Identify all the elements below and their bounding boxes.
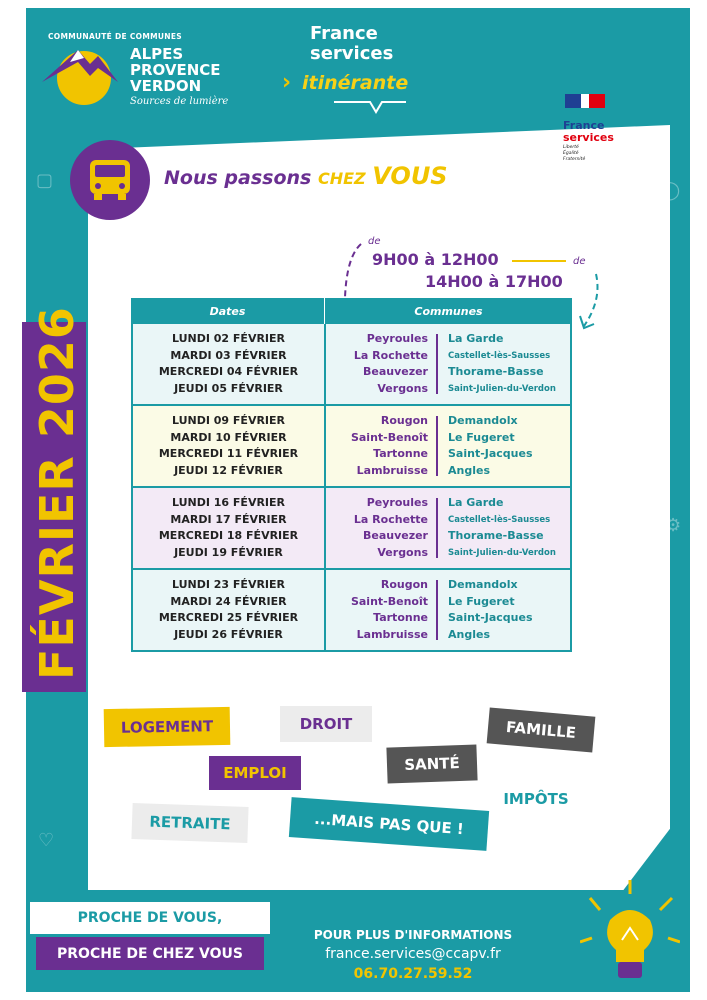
commune: Le Fugeret bbox=[448, 594, 515, 608]
date: LUNDI 23 FÉVRIER bbox=[171, 578, 286, 591]
topic-impots: IMPÔTS bbox=[503, 790, 569, 808]
commune: Lambruisse bbox=[356, 463, 428, 477]
date: MERCREDI 25 FÉVRIER bbox=[158, 611, 299, 624]
tagline-part1: Nous passons bbox=[164, 167, 312, 189]
communes-left bbox=[326, 498, 438, 558]
gear-icon: ⚙ bbox=[665, 515, 682, 536]
dates-cell bbox=[133, 570, 324, 650]
chevron-right-icon: › bbox=[282, 70, 292, 95]
topic-droit: DROIT bbox=[280, 706, 372, 742]
speech-bubble-icon bbox=[330, 98, 410, 118]
month-label: FÉVRIER 2026 bbox=[30, 306, 84, 680]
commune: Tartonne bbox=[373, 611, 428, 624]
commune: Saint-Julien-du-Verdon bbox=[448, 383, 556, 394]
commune: La Garde bbox=[448, 332, 504, 345]
topic-famille: FAMILLE bbox=[487, 707, 596, 752]
communes-right bbox=[438, 576, 570, 644]
date: LUNDI 02 FÉVRIER bbox=[171, 332, 286, 345]
org-line3: VERDON bbox=[130, 77, 202, 95]
date: MARDI 17 FÉVRIER bbox=[170, 512, 287, 526]
scales-icon: ⚖ bbox=[625, 740, 642, 761]
commune: Demandolx bbox=[448, 578, 518, 591]
schedule-de-1: de bbox=[368, 236, 381, 247]
user-icon: ◯ bbox=[660, 180, 681, 201]
topic-retraite: RETRAITE bbox=[131, 803, 248, 843]
commune: Castellet-lès-Sausses bbox=[448, 514, 551, 525]
dates-cell bbox=[133, 406, 324, 486]
date: JEUDI 12 FÉVRIER bbox=[174, 463, 283, 477]
org-logo-icon bbox=[40, 42, 120, 106]
commune: Vergons bbox=[377, 545, 428, 559]
arrow-down-right-icon bbox=[576, 270, 606, 336]
communes-left bbox=[326, 334, 438, 394]
truck-icon bbox=[70, 140, 150, 220]
date: MERCREDI 04 FÉVRIER bbox=[158, 365, 299, 378]
rf-motto1: Liberté bbox=[563, 145, 579, 150]
date: MERCREDI 11 FÉVRIER bbox=[158, 447, 299, 460]
table-row bbox=[131, 406, 572, 488]
date: MERCREDI 18 FÉVRIER bbox=[158, 529, 299, 542]
rf-brand1: France bbox=[563, 119, 605, 132]
org-small-label: COMMUNAUTÉ DE COMMUNES bbox=[48, 32, 182, 41]
org-tagline: Sources de lumière bbox=[130, 96, 229, 107]
communes-right bbox=[438, 412, 570, 480]
communes-right bbox=[438, 330, 570, 398]
fs-itinerante: itinérante bbox=[302, 72, 409, 94]
commune: Peyroules bbox=[366, 332, 428, 345]
commune: Rougon bbox=[380, 578, 428, 591]
schedule-connector bbox=[512, 260, 566, 262]
schedule-morning: 9H00 à 12H00 bbox=[372, 250, 499, 269]
col-dates: Dates bbox=[209, 304, 246, 318]
org-line1: ALPES bbox=[130, 45, 184, 63]
commune: Castellet-lès-Sausses bbox=[448, 350, 551, 361]
commune: Thorame-Basse bbox=[448, 365, 544, 378]
date: JEUDI 05 FÉVRIER bbox=[174, 381, 283, 395]
date: MARDI 10 FÉVRIER bbox=[170, 430, 287, 444]
footer-proche-1: PROCHE DE VOUS, bbox=[30, 902, 270, 934]
commune: Tartonne bbox=[373, 447, 428, 460]
rf-motto3: Fraternité bbox=[563, 157, 586, 162]
lightbulb-icon bbox=[580, 880, 680, 990]
commune: Saint-Jacques bbox=[448, 447, 533, 460]
commune: Saint-Benoît bbox=[350, 430, 428, 444]
topic-mais-pas-que: ...MAIS PAS QUE ! bbox=[289, 797, 489, 851]
commune: Demandolx bbox=[448, 414, 518, 427]
footer-proche-2: PROCHE DE CHEZ VOUS bbox=[36, 937, 264, 970]
dates-cell bbox=[133, 488, 324, 568]
communes-cell bbox=[324, 488, 570, 568]
table-header bbox=[131, 298, 572, 324]
topic-sante: SANTÉ bbox=[386, 744, 477, 783]
commune: La Garde bbox=[448, 496, 504, 509]
commune: Lambruisse bbox=[356, 627, 428, 641]
date: MARDI 24 FÉVRIER bbox=[170, 594, 287, 608]
schedule-table bbox=[131, 298, 572, 652]
commune: Angles bbox=[448, 463, 490, 477]
col-communes: Communes bbox=[324, 298, 572, 324]
commune: Beauvezer bbox=[362, 365, 428, 378]
tagline bbox=[164, 162, 448, 190]
heart-icon: ♡ bbox=[38, 830, 55, 851]
commune: Vergons bbox=[377, 381, 428, 395]
commune: Saint-Julien-du-Verdon bbox=[448, 547, 556, 558]
commune: Peyroules bbox=[366, 496, 428, 509]
commune: Le Fugeret bbox=[448, 430, 515, 444]
france-services-title bbox=[310, 24, 440, 64]
fs-line2: services bbox=[310, 43, 394, 64]
commune: Rougon bbox=[380, 414, 428, 427]
communes-left bbox=[326, 416, 438, 476]
topic-logement: LOGEMENT bbox=[104, 707, 231, 747]
date: LUNDI 16 FÉVRIER bbox=[171, 496, 286, 509]
communes-cell bbox=[324, 570, 570, 650]
communes-left bbox=[326, 580, 438, 640]
table-row bbox=[131, 324, 572, 406]
info-title: POUR PLUS D'INFORMATIONS bbox=[313, 928, 513, 942]
communes-cell bbox=[324, 324, 570, 404]
schedule-afternoon: 14H00 à 17H00 bbox=[425, 272, 563, 291]
info-email[interactable]: france.services@ccapv.fr bbox=[325, 946, 501, 962]
table-row bbox=[131, 570, 572, 652]
communes-right bbox=[438, 494, 570, 562]
date: MARDI 03 FÉVRIER bbox=[170, 348, 287, 362]
schedule-de-2: de bbox=[573, 256, 586, 267]
rf-brand2: services bbox=[563, 131, 614, 144]
org-line2: PROVENCE bbox=[130, 61, 221, 79]
topic-emploi: EMPLOI bbox=[209, 756, 301, 790]
dates-cell bbox=[133, 324, 324, 404]
tagline-part2: CHEZ bbox=[317, 169, 366, 188]
commune: Saint-Jacques bbox=[448, 611, 533, 624]
document-icon: ▢ bbox=[36, 170, 54, 191]
date: LUNDI 09 FÉVRIER bbox=[171, 414, 286, 427]
date: JEUDI 19 FÉVRIER bbox=[174, 545, 283, 559]
table-row bbox=[131, 488, 572, 570]
commune: Beauvezer bbox=[362, 529, 428, 542]
commune: Angles bbox=[448, 627, 490, 641]
commune: Thorame-Basse bbox=[448, 529, 544, 542]
info-phone[interactable]: 06.70.27.59.52 bbox=[353, 966, 473, 982]
rf-motto2: Égalité bbox=[563, 151, 579, 156]
commune: Saint-Benoît bbox=[350, 594, 428, 608]
date: JEUDI 26 FÉVRIER bbox=[174, 627, 283, 641]
commune: La Rochette bbox=[353, 348, 428, 362]
tagline-part3: VOUS bbox=[372, 162, 448, 190]
fs-line1: France bbox=[310, 23, 378, 44]
commune: La Rochette bbox=[353, 512, 428, 526]
communes-cell bbox=[324, 406, 570, 486]
truck-badge bbox=[70, 140, 150, 220]
